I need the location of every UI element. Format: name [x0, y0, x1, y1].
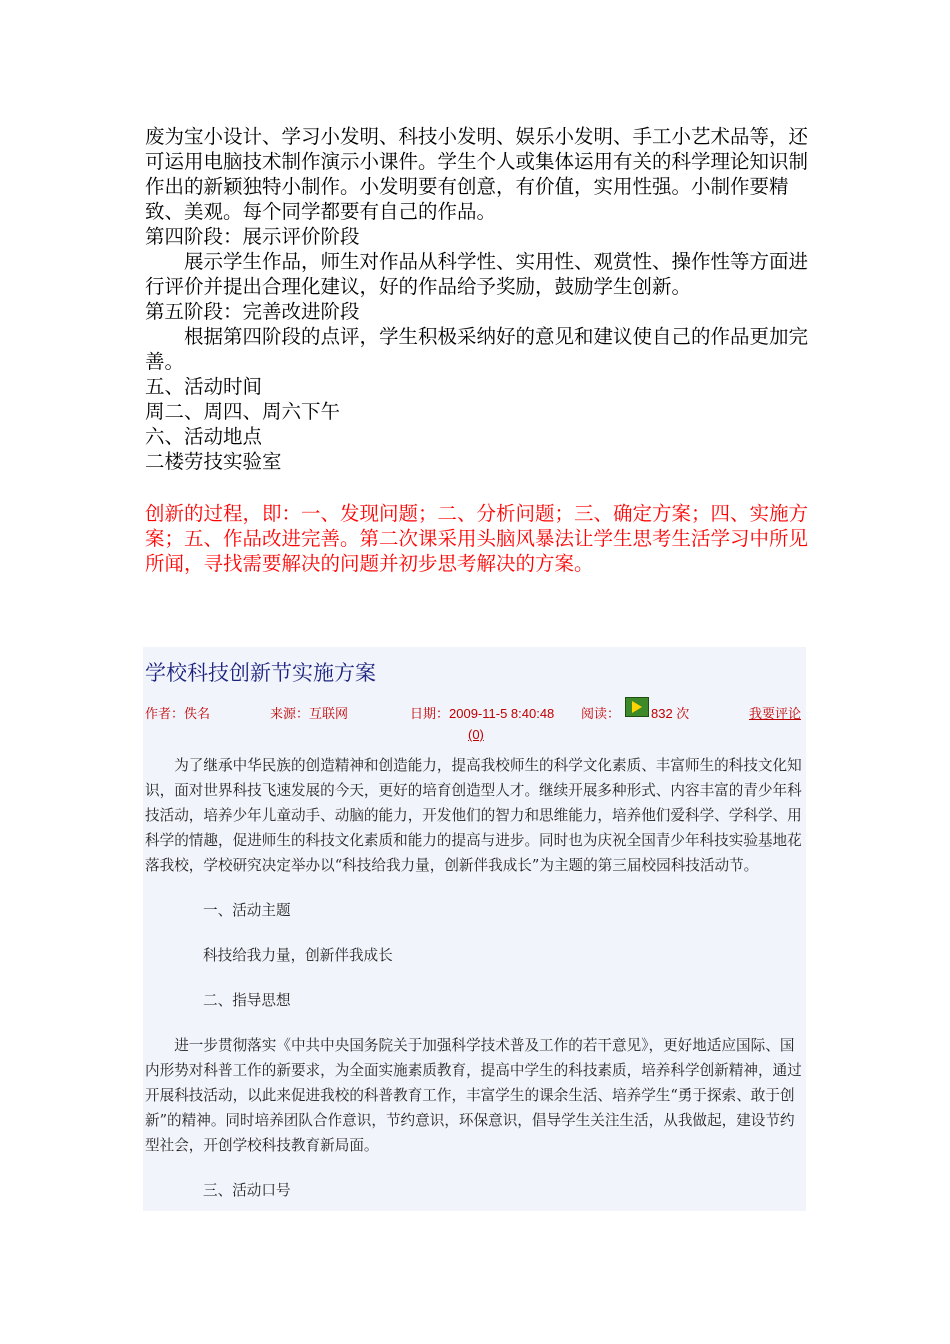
- article-paragraph: 进一步贯彻落实《中共中央国务院关于加强科学技术普及工作的若干意见》，更好地适应国际、国内形势对科普工作的新要求，为全面实施素质教育，提高中学生的科技素质，培养科学创新精神，通过开展科技活动，以此来促进我校的科普教育工作，丰富学生的课余生活、培养学生“勇于探索、敢于创新”的精神。同时培养团队合作意识，节约意识，环保意识，倡导学生关注生活，从我做起，建设节约型社会，开创学校科技教育新局面。: [145, 1037, 802, 1154]
- paragraph: 展示学生作品，师生对作品从科学性、实用性、观赏性、操作性等方面进行评价并提出合理化建议，好的作品给予奖励，鼓励学生创新。: [145, 250, 809, 298]
- paragraph: 废为宝小设计、学习小发明、科技小发明、娱乐小发明、手工小艺术品等，还可运用电脑技术制作演示小课件。学生个人或集体运用有关的科学理论知识制作出的新颖独特小制作。小发明要有创意，有价值，实用性强。小制作要精致、美观。每个同学都要有自己的作品。: [145, 125, 809, 223]
- article-heading-guidance: 二、指导思想: [203, 992, 291, 1009]
- stage-five-heading: 第五阶段：完善改进阶段: [145, 300, 360, 323]
- article-date: 日期：2009-11-5 8:40:48: [410, 706, 555, 721]
- activity-location: 二楼劳技实验室: [145, 450, 282, 473]
- stage-four-heading: 第四阶段：展示评价阶段: [145, 225, 360, 248]
- article-reads-label: 阅读：: [581, 707, 621, 722]
- activity-time: 周二、周四、周六下午: [145, 400, 341, 423]
- red-note: 创新的过程，即：一、发现问题；二、分析问题；三、确定方案；四、实施方案；五、作品改进完善。第二次课采用头脑风暴法让学生思考生活学习中所见所闻，寻找需要解决的问题并初步思考解决的方案。: [145, 502, 809, 575]
- article-theme-text: 科技给我力量，创新伴我成长: [203, 947, 393, 964]
- section-heading-time: 五、活动时间: [145, 375, 263, 398]
- document-top-section: [145, 124, 815, 576]
- paragraph: 根据第四阶段的点评，学生积极采纳好的意见和建议使自己的作品更加完善。: [145, 325, 809, 373]
- article-reads-count: 832 次: [651, 706, 690, 721]
- article-heading-theme: 一、活动主题: [203, 902, 291, 919]
- article-paragraph: 为了继承中华民族的创造精神和创造能力，提高我校师生的科学文化素质、丰富师生的科技文化知识，面对世界科技飞速发展的今天，更好的培育创造型人才。继续开展多种形式、内容丰富的青少年科技活动，培养少年儿童动手、动脑的能力，开发他们的智力和思维能力，培养他们爱科学、学科学、用科学的情趣，促进师生的科技文化素质和能力的提高与进步。同时也为庆祝全国青少年科技实验基地花落我校，学校研究决定举办以“科技给我力量，创新伴我成长”为主题的第三届校园科技活动节。: [145, 757, 802, 874]
- article-panel: [143, 647, 806, 1211]
- section-heading-location: 六、活动地点: [145, 425, 263, 448]
- article-author: 作者：佚名: [145, 707, 211, 722]
- reading-badge-icon: [625, 697, 649, 717]
- comment-count-link[interactable]: (0): [468, 727, 484, 742]
- article-source: 来源：互联网: [270, 707, 349, 722]
- article-body: [145, 753, 806, 1203]
- article-title: 学校科技创新节实施方案: [145, 661, 376, 685]
- comment-link[interactable]: 我要评论: [749, 707, 802, 722]
- article-heading-slogan: 三、活动口号: [203, 1182, 291, 1199]
